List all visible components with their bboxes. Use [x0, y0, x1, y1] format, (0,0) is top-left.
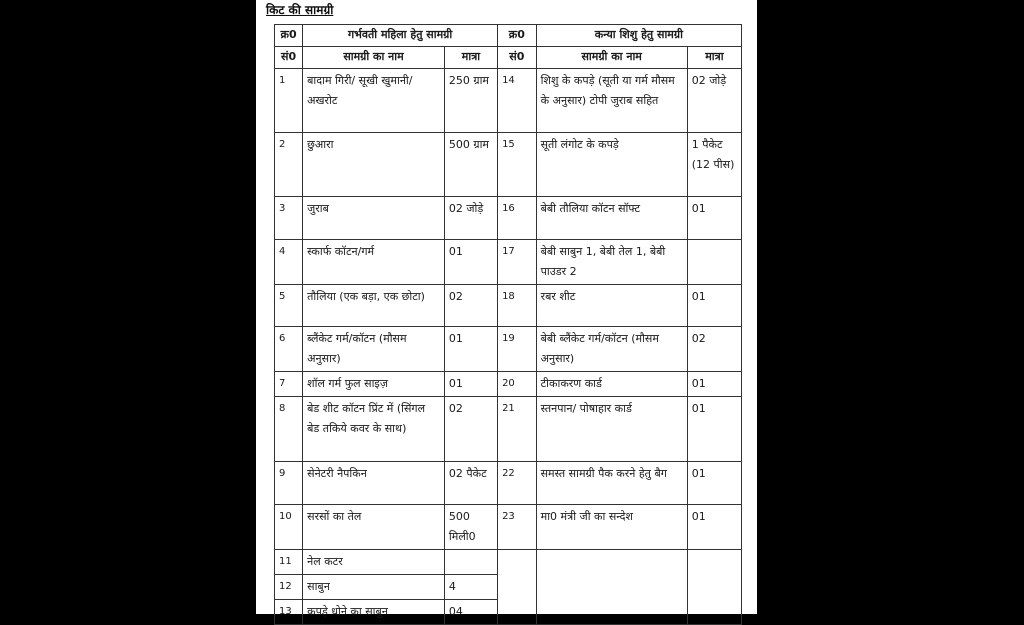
empty-cell: [498, 600, 537, 625]
empty-cell: [687, 550, 741, 575]
row-item-left: ब्लैंकेट गर्म/कॉटन (मौसम अनुसार): [303, 327, 445, 372]
row-sn-left: 3: [275, 197, 303, 240]
row-item-right: सूती लंगोट के कपड़े: [536, 133, 687, 197]
row-item-left: बादाम गिरी/ सूखी खुमानी/अखरोट: [303, 69, 445, 133]
table-row: [275, 372, 742, 397]
document-page: [256, 0, 757, 618]
row-qty-right: 1 पैकेट (12 पीस): [687, 133, 741, 197]
subheader-name-right: सामग्री का नाम: [536, 47, 687, 69]
row-item-left: बेड शीट कॉटन प्रिंट में (सिंगल बेड तकिये कवर के साथ): [303, 397, 445, 462]
row-item-left: जुराब: [303, 197, 445, 240]
empty-cell: [536, 575, 687, 600]
row-sn-left: 1: [275, 69, 303, 133]
row-qty-left: 01: [444, 327, 497, 372]
row-sn-left: 2: [275, 133, 303, 197]
row-item-right: बेबी साबुन 1, बेबी तेल 1, बेबी पाउडर 2: [536, 240, 687, 285]
row-sn-right: 20: [498, 372, 537, 397]
row-item-right: मा0 मंत्री जी का सन्देश: [536, 505, 687, 550]
row-item-left: कपड़े धोने का साबुन: [303, 600, 445, 625]
row-sn-left: 7: [275, 372, 303, 397]
row-qty-left: 02 जोड़े: [444, 197, 497, 240]
row-sn-left: 5: [275, 285, 303, 327]
row-sn-right: 19: [498, 327, 537, 372]
row-item-left: छुआरा: [303, 133, 445, 197]
table-row: [275, 133, 742, 197]
row-qty-right: 01: [687, 197, 741, 240]
subheader-sn-right: सं0: [498, 47, 537, 69]
empty-cell: [498, 575, 537, 600]
row-sn-left: 8: [275, 397, 303, 462]
row-qty-right: 01: [687, 285, 741, 327]
row-qty-right: 02: [687, 327, 741, 372]
row-qty-left: 250 ग्राम: [444, 69, 497, 133]
row-sn-left: 12: [275, 575, 303, 600]
page-title: किट की सामग्री: [266, 3, 334, 17]
table-row: [275, 240, 742, 285]
row-qty-right: 01: [687, 505, 741, 550]
empty-cell: [536, 550, 687, 575]
row-sn-left: 4: [275, 240, 303, 285]
table-row: [275, 600, 742, 625]
row-sn-right: 22: [498, 462, 537, 505]
row-qty-left: 01: [444, 372, 497, 397]
header-sn-left: क्र0: [275, 25, 303, 47]
row-qty-left: 4: [444, 575, 497, 600]
row-sn-left: 13: [275, 600, 303, 625]
table-subheader-row: [275, 47, 742, 69]
row-item-right: टीकाकरण कार्ड: [536, 372, 687, 397]
row-item-right: बेबी ब्लैंकेट गर्म/कॉटन (मौसम अनुसार): [536, 327, 687, 372]
row-sn-left: 9: [275, 462, 303, 505]
row-sn-left: 11: [275, 550, 303, 575]
table-row: [275, 550, 742, 575]
table-row: [275, 575, 742, 600]
table-row: [275, 327, 742, 372]
row-sn-right: 14: [498, 69, 537, 133]
table-header-row: [275, 25, 742, 47]
row-item-right: बेबी तौलिया कॉटन सॉफ्ट: [536, 197, 687, 240]
row-sn-right: 18: [498, 285, 537, 327]
row-qty-left: 500 मिली0: [444, 505, 497, 550]
row-item-left: सरसों का तेल: [303, 505, 445, 550]
row-item-left: साबुन: [303, 575, 445, 600]
table-row: [275, 285, 742, 327]
row-qty-right: [687, 240, 741, 285]
subheader-qty-right: मात्रा: [687, 47, 741, 69]
row-item-right: शिशु के कपड़े (सूती या गर्म मौसम के अनुसार) टोपी जुराब सहित: [536, 69, 687, 133]
subheader-name-left: सामग्री का नाम: [303, 47, 445, 69]
empty-cell: [536, 600, 687, 625]
row-qty-left: 01: [444, 240, 497, 285]
header-group-left: गर्भवती महिला हेतु सामग्री: [303, 25, 498, 47]
row-qty-right: 01: [687, 462, 741, 505]
row-item-right: समस्त सामग्री पैक करने हेतु बैग: [536, 462, 687, 505]
row-sn-right: 23: [498, 505, 537, 550]
row-sn-right: 15: [498, 133, 537, 197]
row-item-left: सेनेटरी नैपकिन: [303, 462, 445, 505]
row-sn-right: 17: [498, 240, 537, 285]
row-qty-left: [444, 550, 497, 575]
row-item-left: शॉल गर्म फुल साइज़: [303, 372, 445, 397]
row-qty-left: 500 ग्राम: [444, 133, 497, 197]
subheader-qty-left: मात्रा: [444, 47, 497, 69]
table-row: [275, 462, 742, 505]
header-group-right: कन्या शिशु हेतु सामग्री: [536, 25, 741, 47]
row-qty-left: 02: [444, 285, 497, 327]
row-item-left: नेल कटर: [303, 550, 445, 575]
subheader-sn-left: सं0: [275, 47, 303, 69]
row-sn-right: 16: [498, 197, 537, 240]
table-row: [275, 397, 742, 462]
row-qty-right: 01: [687, 397, 741, 462]
table-row: [275, 197, 742, 240]
row-sn-left: 10: [275, 505, 303, 550]
kit-items-table: [274, 24, 742, 625]
empty-cell: [687, 600, 741, 625]
header-sn-right: क्र0: [498, 25, 537, 47]
table-row: [275, 69, 742, 133]
empty-cell: [687, 575, 741, 600]
row-item-left: स्कार्फ कॉटन/गर्म: [303, 240, 445, 285]
row-qty-right: 02 जोड़े: [687, 69, 741, 133]
row-sn-left: 6: [275, 327, 303, 372]
row-qty-left: 02: [444, 397, 497, 462]
row-qty-left: 02 पैकेट: [444, 462, 497, 505]
empty-cell: [498, 550, 537, 575]
row-item-left: तौलिया (एक बड़ा, एक छोटा): [303, 285, 445, 327]
table-row: [275, 505, 742, 550]
row-qty-left: 04: [444, 600, 497, 625]
row-item-right: रबर शीट: [536, 285, 687, 327]
row-qty-right: 01: [687, 372, 741, 397]
row-item-right: स्तनपान/ पोषाहार कार्ड: [536, 397, 687, 462]
row-sn-right: 21: [498, 397, 537, 462]
